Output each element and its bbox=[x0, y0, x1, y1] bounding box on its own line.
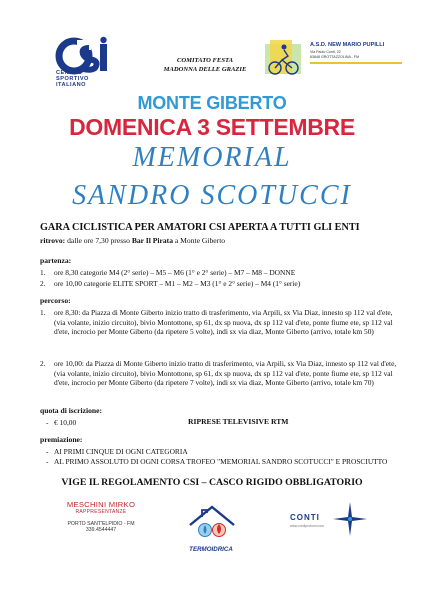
partenza-item bbox=[40, 279, 394, 289]
premiazione-item bbox=[46, 447, 396, 457]
premiazione-item bbox=[46, 457, 406, 467]
asd-name: A.S.D. NEW MARIO PUPILLI bbox=[310, 42, 385, 48]
memorial-title-line-1: MEMORIAL bbox=[132, 142, 292, 173]
meschini-city: PORTO SANT'ELPIDIO - FM bbox=[67, 521, 135, 527]
percorso-item-text: ore 10,00: da Piazza di Monte Giberto inizio tratto di trasferimento, via Arpili, sx Via Diaz, innesto sp 112 val d'ete, (via volante, inizio circuito), bivio Montottone, sp 61, dx sp nuova, dx sp 112 val d'ete, ponte fiume ete, sp 112 val d'ete, incrocio per Monte Giberto (da ripetere 7 volte), indi sx via diaz, Monte Giberto (arrivo, totale km 70) bbox=[54, 359, 397, 388]
asd-address-line-1: Via Paolo Conti, 22 bbox=[310, 50, 341, 54]
quota-value bbox=[46, 418, 76, 428]
regolamento-notice: VIGE IL REGOLAMENTO CSI – CASCO RIGIDO OBBLIGATORIO bbox=[61, 477, 363, 488]
premiazione-label: premiazione: bbox=[40, 435, 83, 444]
cyclist-logo bbox=[262, 38, 304, 80]
asd-address bbox=[310, 50, 405, 59]
percorso-item bbox=[40, 308, 404, 337]
ritrovo-label: ritrovo: bbox=[40, 236, 66, 245]
csi-line-2: SPORTIVO bbox=[56, 76, 89, 83]
comitato-text bbox=[150, 56, 260, 74]
ritrovo-line bbox=[40, 236, 225, 245]
location-title: MONTE GIBERTO bbox=[137, 93, 287, 113]
list-number: 2. bbox=[40, 359, 46, 368]
percorso-item bbox=[40, 359, 404, 388]
star-icon bbox=[333, 502, 367, 536]
ritrovo-place: Bar Il Pirata bbox=[131, 236, 174, 245]
conti-name: CONTI bbox=[290, 513, 320, 522]
asd-address-line-2: 63848 GROTTAZZOLINA - FM bbox=[310, 54, 360, 59]
meschini-sponsor bbox=[56, 500, 146, 533]
partenza-item bbox=[40, 268, 394, 278]
premiazione-item-text: AL PRIMO ASSOLUTO DI OGNI CORSA TROFEO "MEMORIAL SANDRO SCOTUCCI" E PROSCIUTTO bbox=[54, 457, 388, 466]
bullet-dash: - bbox=[46, 418, 55, 427]
ritrovo-text: dalle ore 7,30 presso bbox=[65, 236, 132, 245]
comitato-line-1: COMITATO FESTA bbox=[176, 57, 234, 64]
termoidrica-name: TERMOIDRICA bbox=[189, 546, 233, 553]
premiazione-item-text: AI PRIMI CINQUE DI OGNI CATEGORIA bbox=[54, 447, 188, 456]
meschini-name: MESCHINI MIRKO bbox=[66, 500, 136, 509]
csi-line-3: ITALIANO bbox=[56, 82, 86, 89]
asd-info bbox=[310, 42, 405, 65]
partenza-label: partenza: bbox=[40, 256, 72, 265]
date-title: DOMENICA 3 SETTEMBRE bbox=[69, 114, 355, 140]
race-heading: GARA CICLISTICA PER AMATORI CSI APERTA A TUTTI GLI ENTI bbox=[40, 222, 360, 233]
asd-divider bbox=[310, 62, 402, 64]
comitato-line-2: MADONNA DELLE GRAZIE bbox=[163, 66, 247, 73]
bullet-dash: - bbox=[46, 457, 55, 466]
conti-website: www.contiprofumi.com bbox=[290, 524, 324, 528]
list-number: 1. bbox=[40, 308, 46, 317]
partenza-item-text: ore 10,00 categorie ELITE SPORT – M1 – M2 – M3 (1° e 2° serie) – M4 (1° serie) bbox=[54, 279, 301, 288]
termoidrica-logo bbox=[186, 505, 238, 545]
list-number: 1. bbox=[40, 268, 46, 277]
csi-wordmark bbox=[56, 70, 122, 89]
memorial-title-line-2: SANDRO SCOTUCCI bbox=[72, 180, 352, 211]
quota-amount: € 10,00 bbox=[54, 418, 77, 427]
quota-label: quota di iscrizione: bbox=[40, 406, 103, 415]
tv-coverage: RIPRESE TELEVISIVE RTM bbox=[188, 417, 289, 426]
csi-line-1: CENTRO bbox=[56, 70, 83, 76]
meschini-phone: 339.4544447 bbox=[85, 527, 117, 533]
meschini-subtitle: RAPPRESENTANZE bbox=[75, 509, 127, 515]
list-number: 2. bbox=[40, 279, 46, 288]
ritrovo-end: a Monte Giberto bbox=[173, 236, 226, 245]
bullet-dash: - bbox=[46, 447, 55, 456]
percorso-label: percorso: bbox=[40, 296, 71, 305]
partenza-item-text: ore 8,30 categorie M4 (2° serie) – M5 – M6 (1° e 2° serie) – M7 – M8 – DONNE bbox=[54, 268, 296, 277]
percorso-item-text: ore 8,30: da Piazza di Monte Giberto inizio tratto di trasferimento, via Arpili, sx Via Diaz, innesto sp 112 val d'ete, (via volante, inizio circuito), bivio Montottone, sp 61, dx sp nuova, dx sp 112 val d'ete, ponte fiume ete, sp 112 val d'ete, incrocio per Monte Giberto (da ripetere 5 volte), indi sx via diaz, Monte Giberto (arrivo, totale km 50) bbox=[54, 308, 393, 337]
